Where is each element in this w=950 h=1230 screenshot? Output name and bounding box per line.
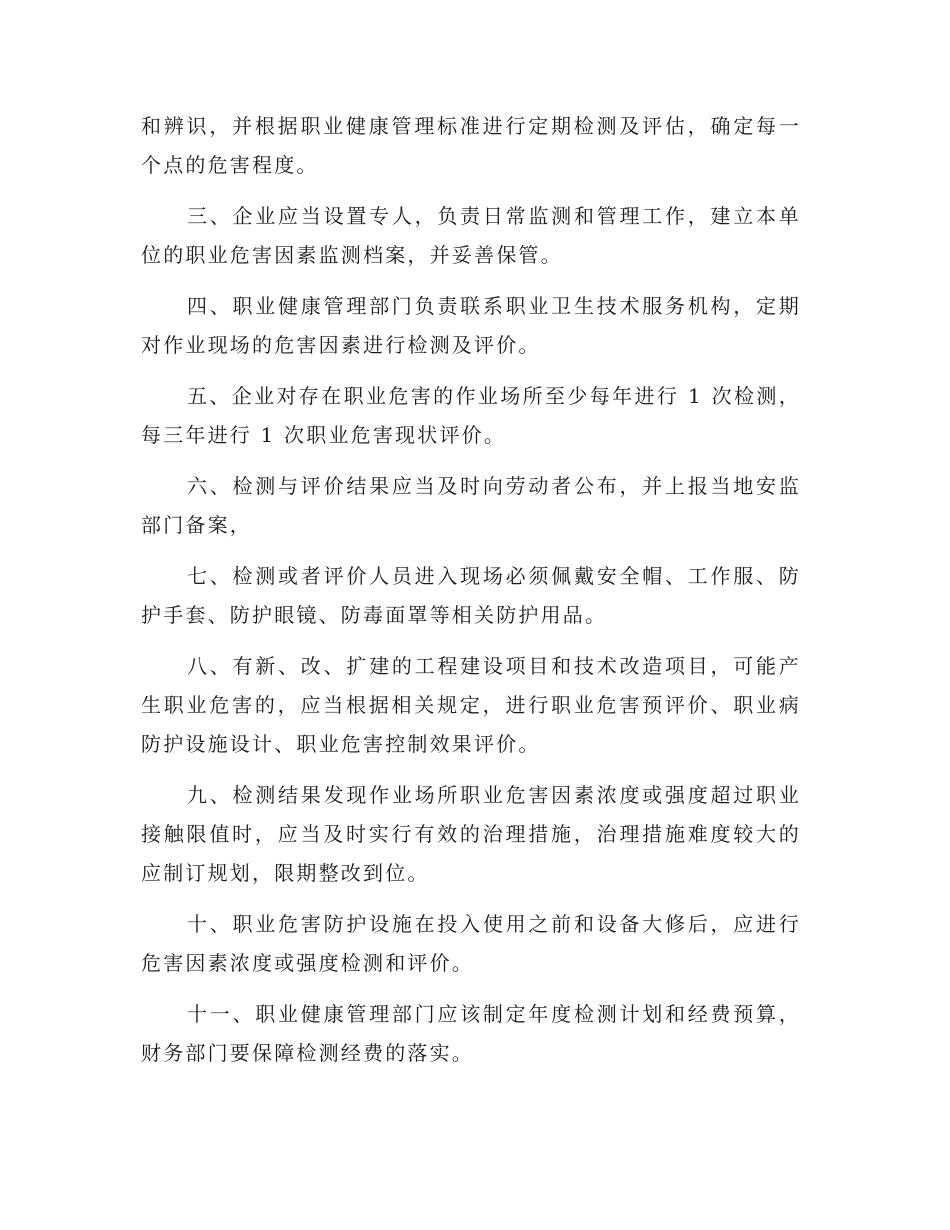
paragraph-item-3: 三、企业应当设置专人，负责日常监测和管理工作，建立本单位的职业危害因素监测档案，并妥善保管。 (141, 204, 801, 267)
paragraph-item-7: 七、检测或者评价人员进入现场必须佩戴安全帽、工作服、防护手套、防护眼镜、防毒面罩等相关防护用品。 (141, 564, 801, 627)
paragraph-item-10: 十、职业危害防护设施在投入使用之前和设备大修后，应进行危害因素浓度或强度检测和评价。 (141, 912, 801, 975)
paragraph-item-11: 十一、职业健康管理部门应该制定年度检测计划和经费预算，财务部门要保障检测经费的落实。 (141, 1002, 801, 1065)
paragraph-item-5: 五、企业对存在职业危害的作业场所至少每年进行 1 次检测，每三年进行 1 次职业危害现状评价。 (141, 384, 801, 447)
document-body (141, 107, 801, 1085)
paragraph-item-9: 九、检测结果发现作业场所职业危害因素浓度或强度超过职业接触限值时，应当及时实行有效的治理措施，治理措施难度较大的应制订规划，限期整改到位。 (141, 783, 801, 885)
paragraph-continuation: 和辨识，并根据职业健康管理标准进行定期检测及评估，确定每一个点的危害程度。 (141, 114, 801, 177)
paragraph-item-6: 六、检测与评价结果应当及时向劳动者公布，并上报当地安监部门备案， (141, 474, 801, 537)
paragraph-item-4: 四、职业健康管理部门负责联系职业卫生技术服务机构，定期对作业现场的危害因素进行检测及评价。 (141, 294, 801, 357)
paragraph-item-8: 八、有新、改、扩建的工程建设项目和技术改造项目，可能产生职业危害的，应当根据相关规定，进行职业危害预评价、职业病防护设施设计、职业危害控制效果评价。 (141, 654, 801, 756)
